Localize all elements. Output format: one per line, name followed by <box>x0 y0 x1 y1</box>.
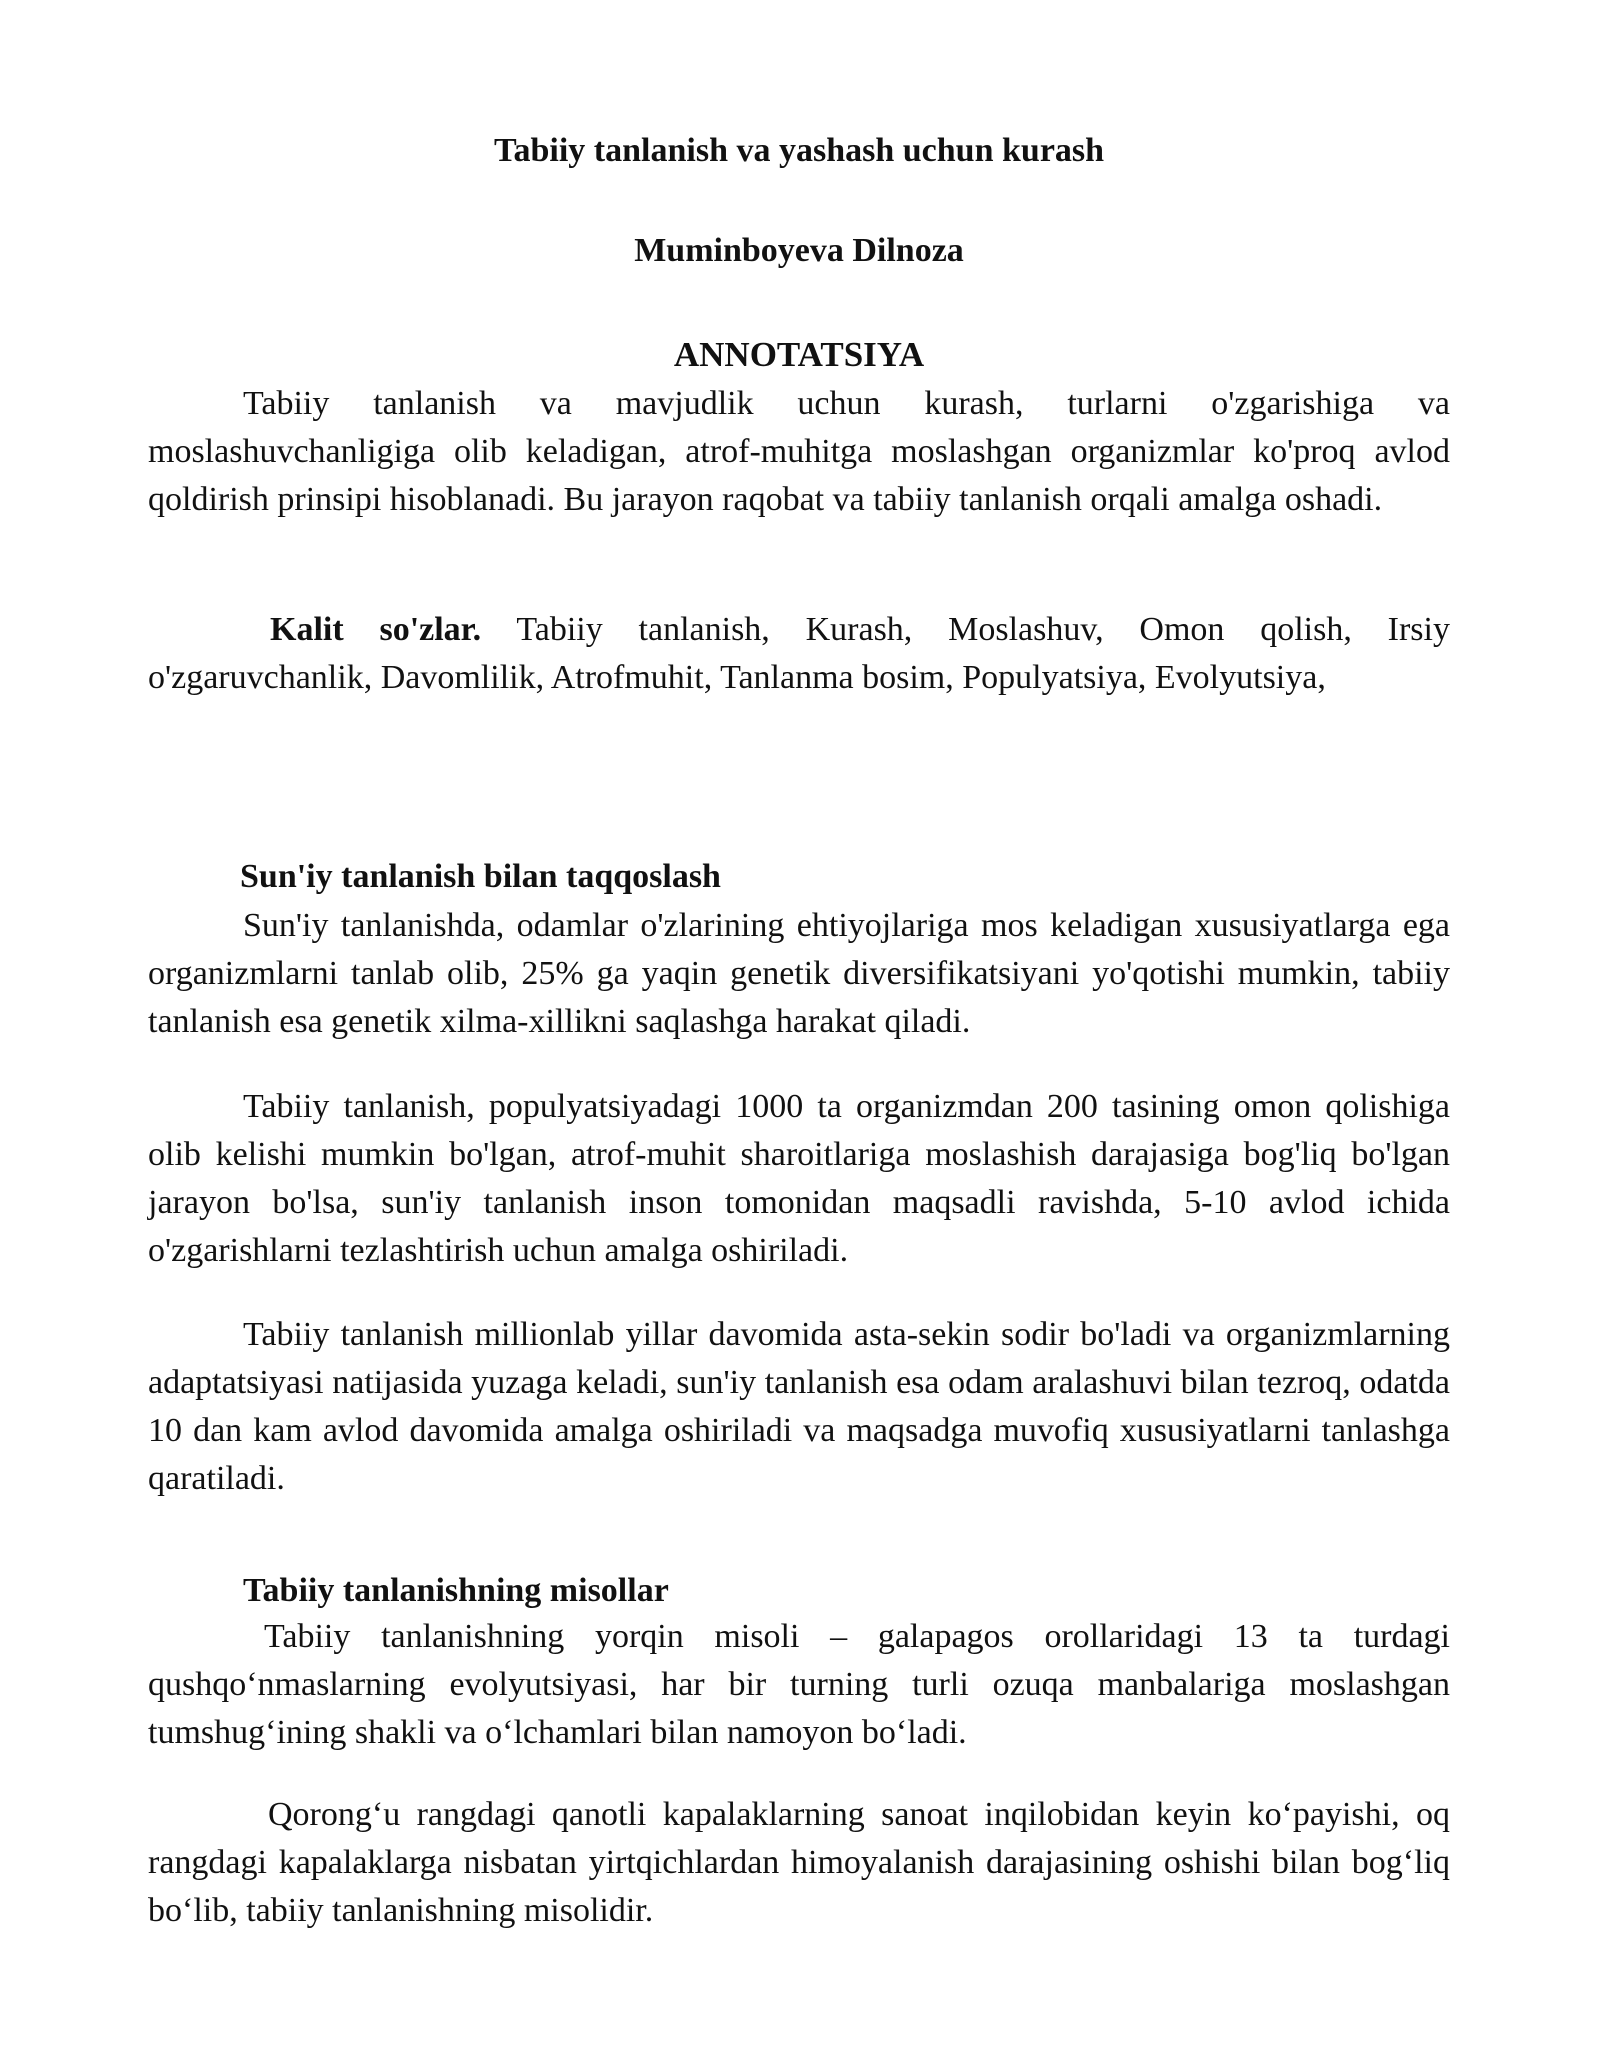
comparison-paragraph-2: Tabiiy tanlanish, populyatsiyadagi 1000 ta organizmdan 200 tasining omon qolishiga olib kelishi mumkin bo'lgan, atrof-muhit sharoitlariga moslashish darajasiga bog'liq bo'lgan jarayon bo'lsa, sun'iy tanlanish inson tomonidan maqsadli ravishda, 5-10 avlod ichida o'zgarishlarni tezlashtirish uchun amalga oshiriladi. <box>148 1088 1450 1269</box>
comparison-paragraph-3: Tabiiy tanlanish millionlab yillar davomida asta-sekin sodir bo'ladi va organizmlarning adaptatsiyasi natijasida yuzaga keladi, sun'iy tanlanish esa odam aralashuvi bilan tezroq, odatda 10 dan kam avlod davomida amalga oshiriladi va maqsadga muvofiq xususiyatlarni tanlashga qaratiladi. <box>148 1316 1450 1497</box>
examples-paragraph-2: Qorong‘u rangdagi qanotli kapalaklarning sanoat inqilobidan keyin ko‘payishi, oq rangdagi kapalaklarga nisbatan yirtqichlardan himoyalanish darajasining oshishi bilan bog‘liq bo‘lib, tabiiy tanlanishning misolidir. <box>148 1796 1450 1929</box>
keywords-list: Tabiiy tanlanish, Kurash, Moslashuv, Omon qolish, Irsiy o'zgaruvchanlik, Davomlilik, Atrofmuhit, Tanlanma bosim, Populyatsiya, Evolyutsiya, <box>148 611 1450 696</box>
section-heading-comparison: Sun'iy tanlanish bilan taqqoslash <box>240 858 721 895</box>
section-heading-examples: Tabiiy tanlanishning misollar <box>243 1572 669 1609</box>
annotation-paragraph: Tabiiy tanlanish va mavjudlik uchun kurash, turlarni o'zgarishiga va moslashuvchanligiga olib keladigan, atrof-muhitga moslashgan organizmlar ko'proq avlod qoldirish prinsipi hisoblanadi. Bu jarayon raqobat va tabiiy tanlanish orqali amalga oshadi. <box>148 385 1450 518</box>
author-name: Muminboyeva Dilnoza <box>634 232 964 269</box>
keywords-label: Kalit so'zlar. <box>270 611 482 648</box>
keywords-paragraph <box>148 606 1450 702</box>
comparison-paragraph-1: Sun'iy tanlanishda, odamlar o'zlarining ehtiyojlariga mos keladigan xususiyatlarga ega organizmlarni tanlab olib, 25% ga yaqin genetik diversifikatsiyani yo'qotishi mumkin, tabiiy tanlanish esa genetik xilma-xillikni saqlashga harakat qiladi. <box>148 907 1450 1040</box>
annotation-heading: ANNOTATSIYA <box>673 335 925 374</box>
document-title: Tabiiy tanlanish va yashash uchun kurash <box>493 132 1105 169</box>
examples-paragraph-1: Tabiiy tanlanishning yorqin misoli – galapagos orollaridagi 13 ta turdagi qushqo‘nmaslarning evolyutsiyasi, har bir turning turli ozuqa manbalariga moslashgan tumshug‘ining shakli va o‘lchamlari bilan namoyon bo‘ladi. <box>148 1618 1450 1751</box>
